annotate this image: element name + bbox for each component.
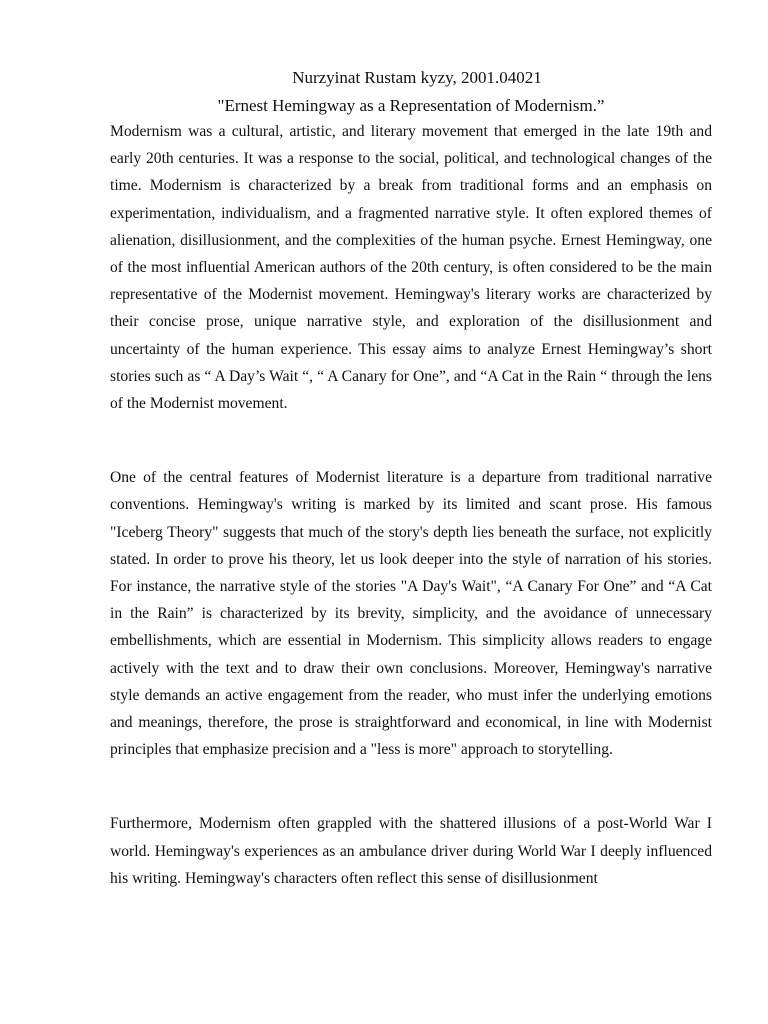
- essay-title: "Ernest Hemingway as a Representation of Modernism.”: [217, 96, 605, 115]
- author-line: Nurzyinat Rustam kyzy, 2001.04021: [292, 68, 542, 87]
- document-page: [110, 66, 712, 892]
- paragraph-narrative-style: One of the central features of Modernist literature is a departure from traditional narrative conventions. Hemingway's writing is marked by its limited and scant prose. His famous "Iceberg Theory" suggests that much of the story's depth lies beneath the surface, not explicitly stated. In order to prove his theory, let us look deeper into the style of narration of his stories. For instance, the narrative style of the stories "A Day's Wait", “A Canary For One” and “A Cat in the Rain” is characterized by its brevity, simplicity, and the avoidance of unnecessary embellishments, which are essential in Modernism. This simplicity allows readers to engage actively with the text and to draw their own conclusions. Moreover, Hemingway's narrative style demands an active engagement from the reader, who must infer the underlying emotions and meanings, therefore, the prose is straightforward and economical, in line with Modernist principles that emphasize precision and a "less is more" approach to storytelling.: [110, 469, 712, 759]
- paragraph-post-war: Furthermore, Modernism often grappled with the shattered illusions of a post-World War I world. Hemingway's experiences as an ambulance driver during World War I deeply influenced his writing. Hemingway's characters often reflect this sense of disillusionment: [110, 815, 712, 887]
- paragraph-introduction: Modernism was a cultural, artistic, and literary movement that emerged in the late 19th and early 20th centuries. It was a response to the social, political, and technological changes of the time. Modernism is characterized by a break from traditional forms and an emphasis on experimentation, individualism, and a fragmented narrative style. It often explored themes of alienation, disillusionment, and the complexities of the human psyche. Ernest Hemingway, one of the most influential American authors of the 20th century, is often considered to be the main representative of the Modernist movement. Hemingway's literary works are characterized by their concise prose, unique narrative style, and exploration of the disillusionment and uncertainty of the human experience. This essay aims to analyze Ernest Hemingway’s short stories such as “ A Day’s Wait “, “ A Canary for One”, and “A Cat in the Rain “ through the lens of the Modernist movement.: [110, 123, 712, 413]
